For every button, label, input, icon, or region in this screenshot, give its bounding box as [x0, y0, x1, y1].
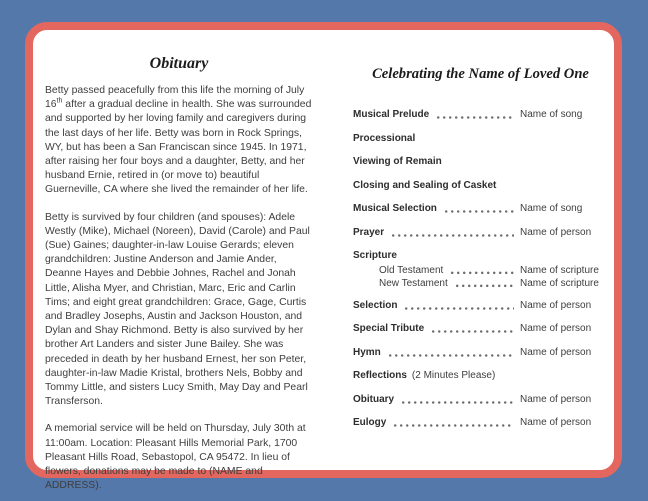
- dot-leader: [394, 416, 514, 431]
- service-item-label: Obituary: [353, 393, 395, 405]
- service-item-special-tribute: [353, 322, 608, 337]
- service-item-value: Name of song: [520, 109, 583, 120]
- service-item-value: Name of person: [520, 346, 592, 358]
- service-item-value: Name of person: [520, 393, 592, 405]
- service-item-obituary: [353, 393, 608, 408]
- scripture-new-testament: [379, 277, 608, 290]
- obituary-paragraph-1-rest: after a gradual decline in health. She was surrounded and supported by her loving family and caregivers during the last days of her life. Betty was born in Rock Springs, WY, but has been a San Franciscan since 1945. In 1971, after raising her four boys and a daughter, Betty, and her husband Ernie, retired in (or move to) beautiful Guerneville, CA where she lived the remainder of her life.: [45, 99, 312, 196]
- service-item-label: Hymn: [353, 346, 381, 358]
- obituary-paragraph-3: A memorial service will be held on Thursday, July 30th at 11:00am. Location: Pleasant Hills Memorial Park, 1700 Pleasant Hills Road, Sebastopol, CA 95472. In lieu of flowers, donations may be made to (NAME and ADDRESS).: [45, 423, 306, 492]
- obituary-page: [33, 30, 327, 492]
- service-item-label: Special Tribute: [353, 323, 425, 334]
- sub-item-value: Name of scripture: [520, 264, 599, 276]
- dot-leader: [432, 322, 514, 337]
- superscript-th: th: [56, 97, 63, 105]
- obituary-title: Obituary: [149, 55, 209, 72]
- service-title: Celebrating the Name of Loved One: [372, 66, 589, 82]
- service-item-musical-prelude: [353, 108, 608, 123]
- service-item-label: Closing and Sealing of Casket: [353, 179, 497, 191]
- service-item-value: Name of person: [520, 323, 592, 334]
- sub-item-label: Old Testament: [379, 264, 444, 276]
- program-card: [25, 22, 622, 492]
- dot-leader: [437, 108, 514, 123]
- scripture-old-testament: [379, 264, 608, 277]
- sub-item-label: New Testament: [379, 277, 448, 289]
- dot-leader: [402, 393, 514, 408]
- service-item-label: Eulogy: [353, 417, 387, 428]
- service-item-reflections: [353, 369, 608, 384]
- service-item-label: Reflections: [353, 370, 407, 381]
- service-item-value: Name of person: [520, 226, 592, 238]
- dot-leader: [392, 226, 514, 241]
- service-item-label: Selection: [353, 299, 398, 311]
- service-item-value: Name of person: [520, 299, 592, 311]
- service-item-closing-and-sealing: [353, 179, 608, 194]
- service-item-label: Viewing of Remain: [353, 156, 442, 167]
- service-item-label: Musical Prelude: [353, 109, 430, 120]
- service-item-eulogy: [353, 416, 608, 431]
- dot-leader: [445, 202, 514, 217]
- dot-leader: [451, 264, 514, 277]
- obituary-paragraph-2: Betty is survived by four children (and spouses): Adele Westly (Mike), Michael (Noreen), David (Carole) and Paul (Sue) Gaines; daughter-in-law Louise Gerards; eleven grandchildren: Justine Anderson and Jamie Ander, Deanne Hayes and Debbie Johnes, Rachel and Jonah Little, Alisha Myer, and Christian, Marc, Eric and Carlin Tims; and eight great grandchildren: Grace, Gage, Curtis and Bradley Josephs, Austin and Jackson Houston, and Dylan and Shay Richmond. Betty is also survived by her brother Art Landers and sister June Bailey. She was preceded in death by her husband Ernest, her son Peter, daughter-in-law Madie Kristal, brothers Nels, Bobby and Tommy Little, and sisters Lucy Smith, May Day and Pearl Transferson.: [45, 211, 310, 408]
- service-item-label: Musical Selection: [353, 203, 437, 214]
- obituary-paragraph-1-text: Betty passed peacefully from this life the morning of July 16: [45, 85, 305, 111]
- dot-leader: [456, 277, 514, 290]
- obituary-paragraph-1: [45, 84, 313, 198]
- service-item-musical-selection: [353, 202, 608, 217]
- service-item-scripture: [353, 249, 608, 290]
- service-item-hymn: [353, 346, 608, 361]
- order-of-service-page: [327, 30, 614, 470]
- service-item-note: (2 Minutes Please): [411, 370, 496, 381]
- service-item-viewing-of-remain: [353, 155, 608, 170]
- service-item-processional: [353, 132, 608, 147]
- service-item-label: Prayer: [353, 226, 385, 238]
- scripture-header: [353, 249, 608, 264]
- service-item-label: Processional: [353, 132, 416, 144]
- dot-leader: [389, 346, 514, 361]
- service-item-value: Name of person: [520, 417, 592, 428]
- dot-leader: [405, 299, 514, 314]
- service-item-prayer: [353, 226, 608, 241]
- service-item-label: Scripture: [353, 250, 397, 261]
- service-item-selection: [353, 299, 608, 314]
- sub-item-value: Name of scripture: [520, 277, 599, 289]
- service-item-value: Name of song: [520, 203, 583, 214]
